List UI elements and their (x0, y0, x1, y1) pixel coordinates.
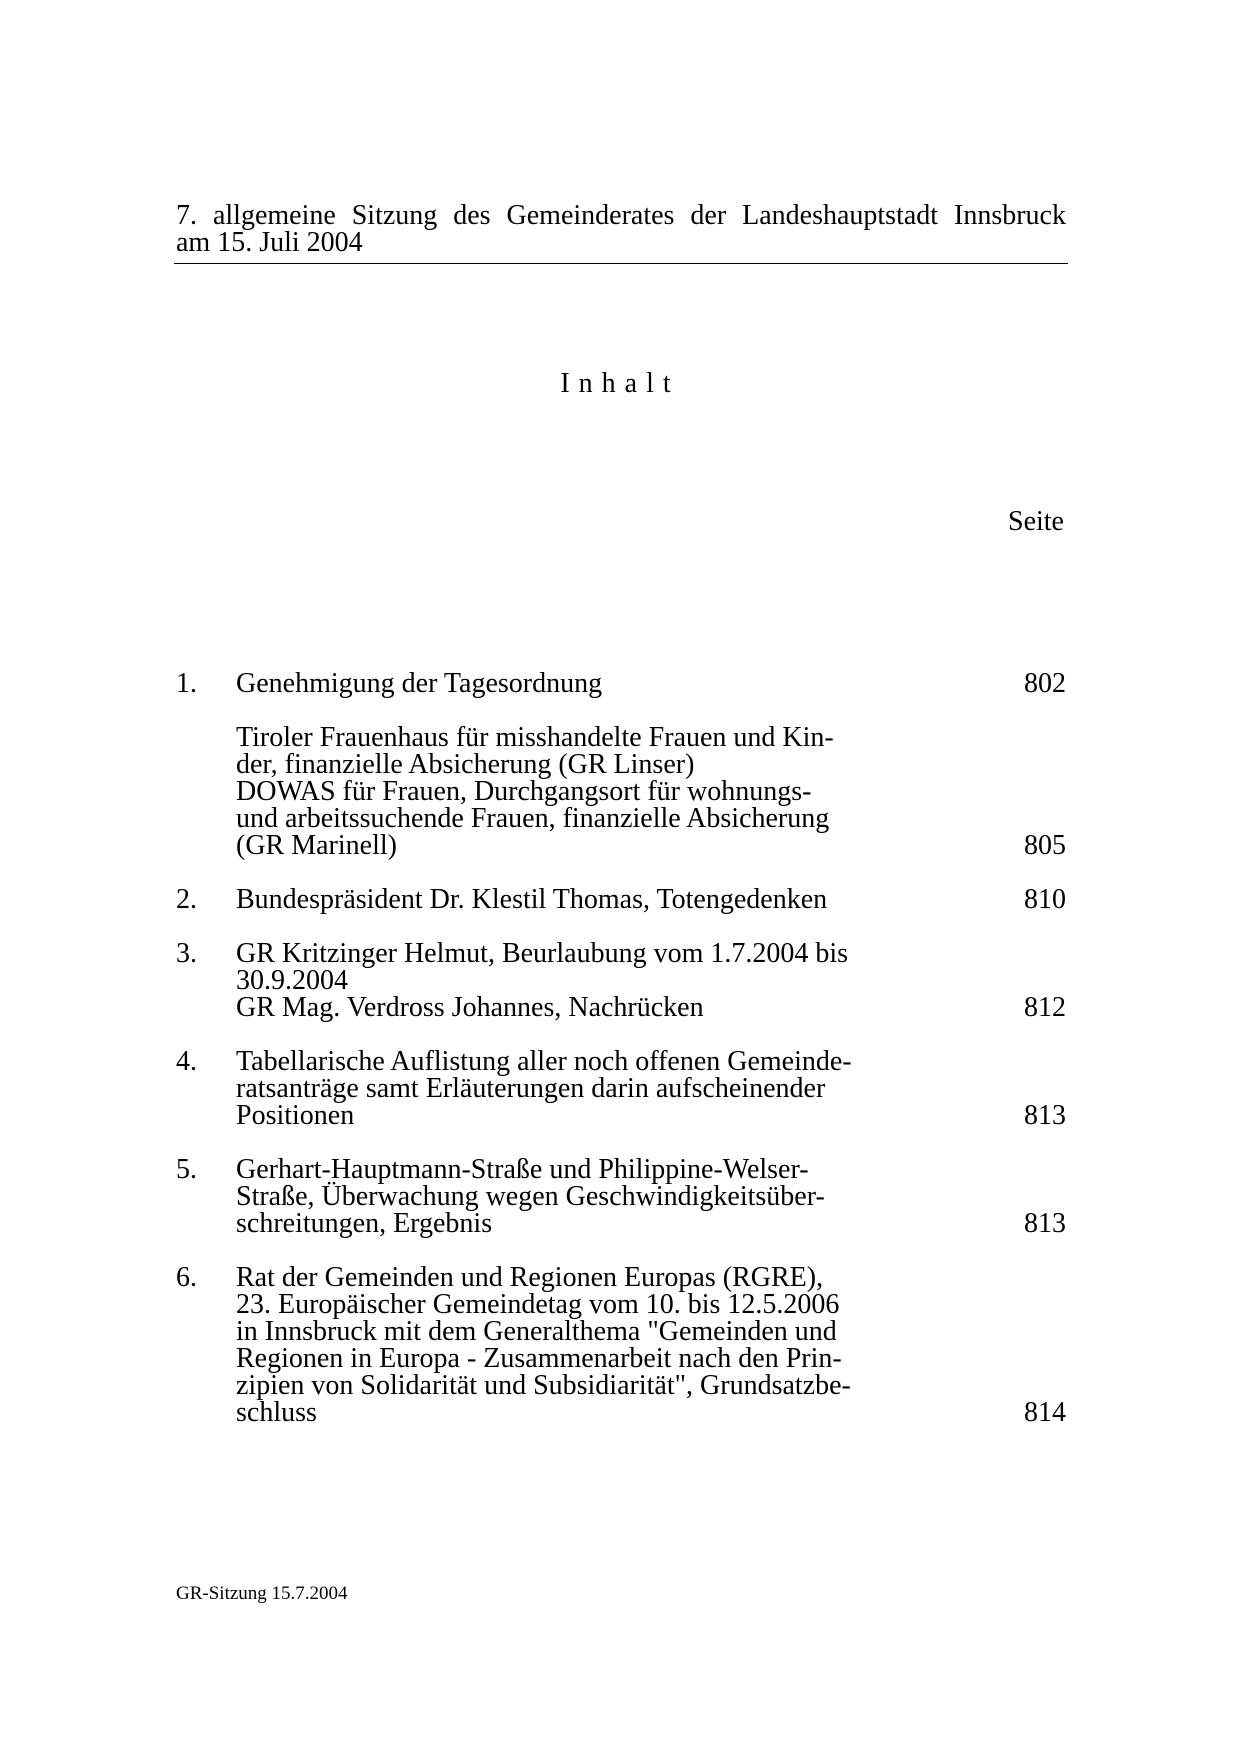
toc-entry-title (236, 886, 886, 913)
page-title: Inhalt (560, 368, 680, 399)
toc-entry-page: 813 (1024, 1208, 1066, 1239)
header-divider (174, 263, 1068, 264)
toc-entry-number: 4. (176, 1046, 197, 1077)
toc-entry-line: (GR Marinell) (236, 830, 397, 861)
toc-entry (176, 940, 1066, 1021)
toc-entry (176, 1156, 1066, 1237)
toc-entry-title (236, 1156, 886, 1237)
page-column-label: Seite (1008, 506, 1064, 537)
toc-entry-line: schreitungen, Ergebnis (236, 1208, 493, 1239)
toc-entry-line: ratsanträge samt Erläuterungen darin aufscheinender (236, 1073, 826, 1104)
toc-entry-line: in Innsbruck mit dem Generalthema "Gemeinden und (236, 1316, 837, 1347)
table-of-contents (176, 670, 1066, 1453)
toc-entry-number: 2. (176, 884, 197, 915)
toc-entry-page: 814 (1024, 1397, 1066, 1428)
toc-entry-line: Straße, Überwachung wegen Geschwindigkeitsüber- (236, 1181, 825, 1212)
toc-entry-number: 3. (176, 938, 197, 969)
toc-entry-line: Bundespräsident Dr. Klestil Thomas, Totengedenken (236, 884, 828, 915)
toc-entry-line: GR Mag. Verdross Johannes, Nachrücken (236, 992, 704, 1023)
toc-entry (176, 670, 1066, 697)
toc-entry-line: GR Kritzinger Helmut, Beurlaubung vom 1.7.2004 bis (236, 938, 849, 969)
toc-entry-line: Positionen (236, 1100, 355, 1131)
toc-entry-line: Tiroler Frauenhaus für misshandelte Frauen und Kin- (236, 722, 834, 753)
toc-entry-line: Regionen in Europa - Zusammenarbeit nach den Prin- (236, 1343, 842, 1374)
toc-entry-page: 813 (1024, 1100, 1066, 1131)
toc-entry-line: der, finanzielle Absicherung (GR Linser) (236, 749, 695, 780)
toc-entry-page: 805 (1024, 830, 1066, 861)
toc-entry-line: Gerhart-Hauptmann-Straße und Philippine-Welser- (236, 1154, 809, 1185)
header-line-1: 7. allgemeine Sitzung des Gemeinderates der Landeshauptstadt Innsbruck (176, 200, 1066, 231)
toc-entry (176, 1048, 1066, 1129)
toc-entry-title (236, 670, 886, 697)
toc-entry-number: 6. (176, 1262, 197, 1293)
toc-entry-line: Rat der Gemeinden und Regionen Europas (RGRE), (236, 1262, 824, 1293)
toc-entry-line: und arbeitssuchende Frauen, finanzielle Absicherung (236, 803, 830, 834)
toc-entry-line: DOWAS für Frauen, Durchgangsort für wohnungs- (236, 776, 812, 807)
footer: GR-Sitzung 15.7.2004 (176, 1583, 348, 1604)
header-line-2: am 15. Juli 2004 (176, 227, 363, 258)
toc-entry (176, 724, 1066, 859)
toc-entry-line: zipien von Solidarität und Subsidiarität", Grundsatzbe- (236, 1370, 851, 1401)
toc-entry-title (236, 1048, 886, 1129)
toc-entry-line: Tabellarische Auflistung aller noch offenen Gemeinde- (236, 1046, 852, 1077)
toc-entry-title (236, 724, 886, 859)
toc-entry-title (236, 1264, 886, 1426)
toc-entry-line: 23. Europäischer Gemeindetag vom 10. bis 12.5.2006 (236, 1289, 840, 1320)
toc-entry-page: 812 (1024, 992, 1066, 1023)
toc-entry (176, 1264, 1066, 1426)
toc-entry-number: 1. (176, 668, 197, 699)
toc-entry (176, 886, 1066, 913)
toc-entry-line: schluss (236, 1397, 317, 1428)
toc-entry-title (236, 940, 886, 1021)
toc-entry-number: 5. (176, 1154, 197, 1185)
toc-entry-line: Genehmigung der Tagesordnung (236, 668, 603, 699)
toc-entry-page: 810 (1024, 884, 1066, 915)
toc-entry-page: 802 (1024, 668, 1066, 699)
toc-entry-line: 30.9.2004 (236, 965, 348, 996)
